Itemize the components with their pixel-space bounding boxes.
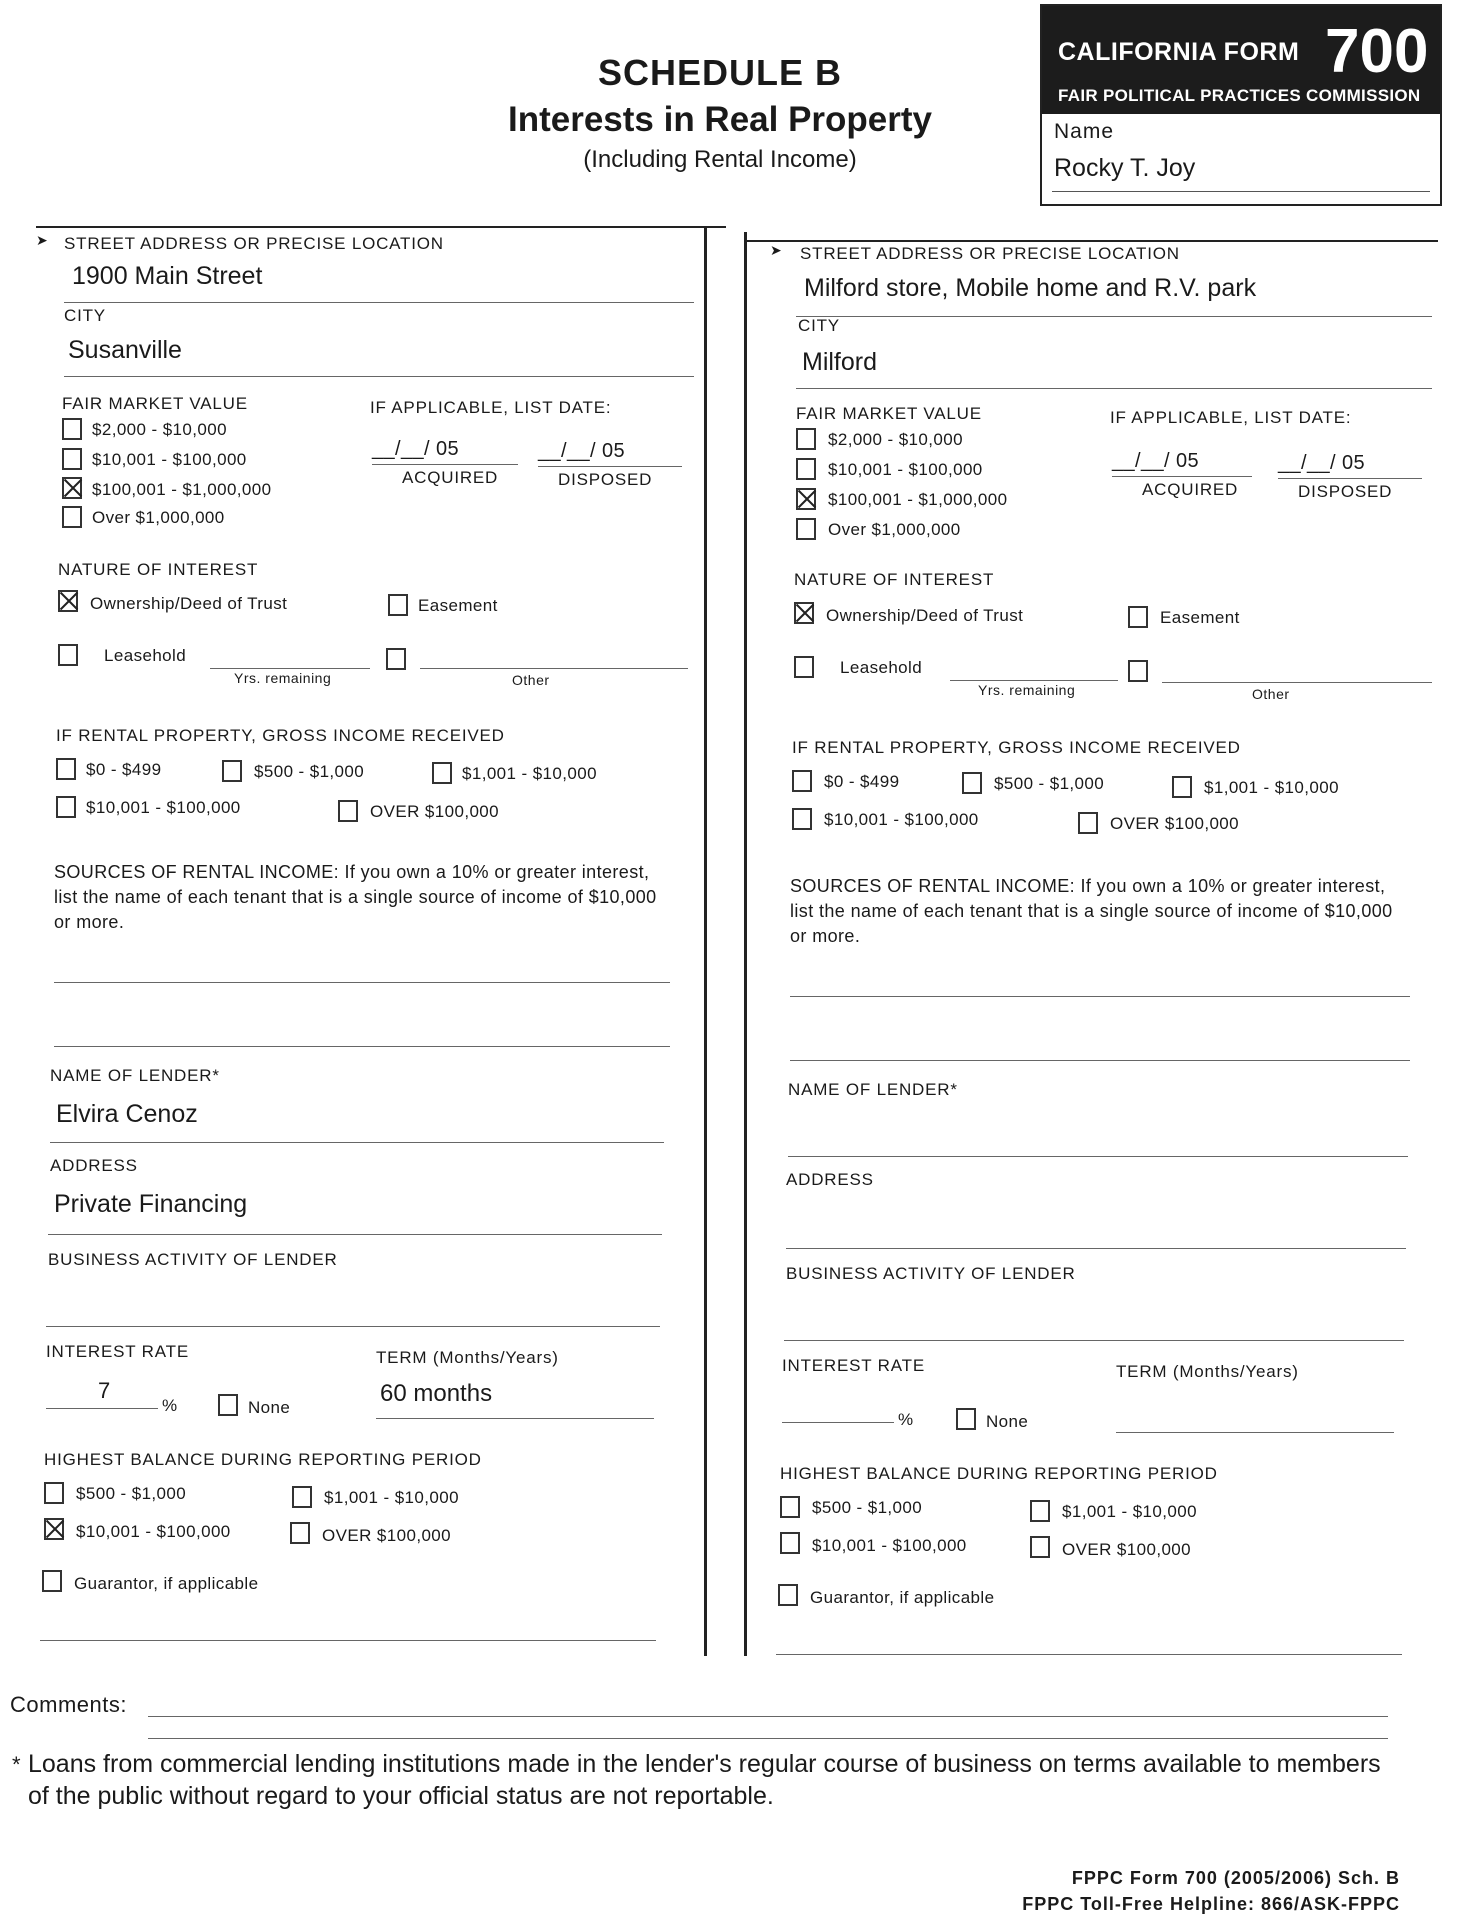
fmv-checkbox-2[interactable] [62,448,82,470]
sources-text [54,860,674,935]
arrow-marker: ➤ [36,232,48,248]
income-checkbox-2[interactable] [222,760,242,782]
income-option-2: $500 - $1,000 [994,774,1105,793]
balance-checkbox-2[interactable] [292,1486,312,1508]
city-underline [796,388,1432,389]
ownership-checkbox[interactable] [794,602,814,624]
balance-option-4: OVER $100,000 [1062,1540,1192,1559]
balance-option-4: OVER $100,000 [322,1526,452,1545]
other-checkbox[interactable] [1128,660,1148,682]
sources-line-1 [790,996,1410,997]
yrs-remaining-label: Yrs. remaining [234,670,332,686]
acquired-date-field[interactable]: __/__/ 05 [1112,450,1200,472]
form-footer-id: FPPC Form 700 (2005/2006) Sch. B [1071,1868,1400,1888]
none-label: None [986,1412,1029,1431]
leasehold-checkbox[interactable] [58,644,78,666]
ownership-label: Ownership/Deed of Trust [90,594,288,613]
disposed-label: DISPOSED [1298,482,1393,501]
income-option-2: $500 - $1,000 [254,762,365,781]
leasehold-checkbox[interactable] [794,656,814,678]
balance-checkbox-3[interactable] [44,1518,64,1540]
income-checkbox-4[interactable] [56,796,76,818]
balance-checkbox-4[interactable] [1030,1536,1050,1558]
income-option-1: $0 - $499 [86,760,162,779]
lender-name-label: NAME OF LENDER* [50,1066,220,1085]
fmv-option-2: $10,001 - $100,000 [828,460,983,479]
schedule-note: (Including Rental Income) [583,146,857,173]
sources-description: If you own a 10% or greater interest, list the name of each tenant that is a single source of income of $10,000 or more. [790,876,1393,946]
leasehold-label: Leasehold [840,658,923,677]
percent-sign: % [898,1410,914,1429]
other-label: Other [512,672,550,688]
comments-label: Comments: [10,1692,127,1717]
city-field[interactable]: Susanville [68,336,182,364]
guarantor-label: Guarantor, if applicable [810,1588,995,1607]
city-label: CITY [64,306,106,325]
disposed-date-field[interactable]: __/__/ 05 [1278,452,1366,474]
interest-underline [46,1408,158,1409]
interest-rate-field[interactable]: 7 [98,1378,111,1403]
nature-label: NATURE OF INTEREST [58,560,259,579]
guarantor-checkbox[interactable] [778,1584,798,1606]
fmv-checkbox-3[interactable] [62,477,82,499]
street-underline [64,302,694,303]
gross-income-label: IF RENTAL PROPERTY, GROSS INCOME RECEIVED [792,738,1241,757]
nature-label: NATURE OF INTEREST [794,570,995,589]
lender-name-label: NAME OF LENDER* [788,1080,958,1099]
acquired-label: ACQUIRED [402,468,499,487]
fmv-label: FAIR MARKET VALUE [62,394,248,413]
sources-description: If you own a 10% or greater interest, list the name of each tenant that is a single source of income of $10,000 or more. [54,862,657,932]
term-underline [376,1418,654,1419]
leasehold-label: Leasehold [104,646,187,665]
guarantor-underline [776,1654,1402,1655]
highest-balance-label: HIGHEST BALANCE DURING REPORTING PERIOD [780,1464,1218,1483]
interest-rate-label: INTEREST RATE [46,1342,189,1361]
sources-line-2 [54,1046,670,1047]
left-panel-top-rule [36,226,726,228]
income-option-5: OVER $100,000 [370,802,500,821]
term-label: TERM (Months/Years) [376,1348,559,1367]
commission-label: FAIR POLITICAL PRACTICES COMMISSION [1058,86,1421,105]
fmv-checkbox-1[interactable] [796,428,816,450]
easement-checkbox[interactable] [1128,606,1148,628]
easement-label: Easement [418,596,498,615]
address-underline [48,1234,662,1235]
business-label: BUSINESS ACTIVITY OF LENDER [48,1250,338,1269]
balance-option-3: $10,001 - $100,000 [812,1536,967,1555]
disposed-date-field[interactable]: __/__/ 05 [538,440,626,462]
easement-label: Easement [1160,608,1240,627]
income-option-1: $0 - $499 [824,772,900,791]
income-checkbox-1[interactable] [792,770,812,792]
none-checkbox[interactable] [956,1408,976,1430]
lender-underline [788,1156,1408,1157]
fmv-checkbox-4[interactable] [62,506,82,528]
none-label: None [248,1398,291,1417]
helpline: FPPC Toll-Free Helpline: 866/ASK-FPPC [1022,1894,1400,1914]
fmv-label: FAIR MARKET VALUE [796,404,982,423]
comments-line-2 [148,1738,1388,1739]
yrs-remaining-label: Yrs. remaining [978,682,1076,698]
lender-underline [50,1142,664,1143]
lender-name-field[interactable]: Elvira Cenoz [56,1100,198,1128]
other-checkbox[interactable] [386,648,406,670]
city-underline [64,376,694,377]
sources-title: SOURCES OF RENTAL INCOME: [790,876,1076,896]
income-option-4: $10,001 - $100,000 [824,810,979,829]
street-field[interactable]: Milford store, Mobile home and R.V. park [804,274,1257,302]
loan-note: Loans from commercial lending institutions made in the lender's regular course of business on terms available to members of the public without regard to your official status are not reportable. [28,1750,1381,1810]
business-label: BUSINESS ACTIVITY OF LENDER [786,1264,1076,1283]
street-label: STREET ADDRESS OR PRECISE LOCATION [800,244,1180,263]
fmv-checkbox-4[interactable] [796,518,816,540]
balance-checkbox-1[interactable] [44,1482,64,1504]
schedule-title: SCHEDULE B [597,52,843,93]
income-option-5: OVER $100,000 [1110,814,1240,833]
fmv-option-1: $2,000 - $10,000 [828,430,963,449]
fmv-checkbox-3[interactable] [796,488,816,510]
sources-title: SOURCES OF RENTAL INCOME: [54,862,340,882]
ownership-checkbox[interactable] [58,590,78,612]
sources-line-2 [790,1060,1410,1061]
guarantor-underline [40,1640,656,1641]
none-checkbox[interactable] [218,1394,238,1416]
balance-checkbox-2[interactable] [1030,1500,1050,1522]
income-checkbox-3[interactable] [432,762,452,784]
street-field[interactable]: 1900 Main Street [72,262,263,290]
balance-option-1: $500 - $1,000 [812,1498,923,1517]
address-label: ADDRESS [786,1170,874,1189]
comments-line[interactable] [148,1716,1388,1717]
income-checkbox-5[interactable] [1078,812,1098,834]
interest-underline [782,1422,894,1423]
sources-text [790,874,1410,949]
fmv-option-4: Over $1,000,000 [828,520,961,539]
arrow-marker: ➤ [770,242,782,258]
city-label: CITY [798,316,840,335]
left-panel-right-rule [704,226,707,1656]
name-label: Name [1054,120,1115,143]
form-id-box [1040,4,1442,206]
disposed-label: DISPOSED [558,470,653,489]
income-checkbox-5[interactable] [338,800,358,822]
address-underline [786,1248,1406,1249]
income-checkbox-2[interactable] [962,772,982,794]
disposed-underline [1278,478,1422,479]
balance-option-1: $500 - $1,000 [76,1484,187,1503]
percent-sign: % [162,1396,178,1415]
fmv-option-2: $10,001 - $100,000 [92,450,247,469]
acquired-date-field[interactable]: __/__/ 05 [372,438,460,460]
fmv-checkbox-1[interactable] [62,418,82,440]
fmv-option-3: $100,001 - $1,000,000 [828,490,1008,509]
address-label: ADDRESS [50,1156,138,1175]
schedule-subtitle: Interests in Real Property [507,100,933,139]
city-field[interactable]: Milford [802,348,878,376]
balance-option-2: $1,001 - $10,000 [324,1488,459,1507]
form-label: CALIFORNIA FORM [1058,38,1300,66]
balance-option-2: $1,001 - $10,000 [1062,1502,1197,1521]
fmv-option-4: Over $1,000,000 [92,508,225,527]
fmv-option-1: $2,000 - $10,000 [92,420,227,439]
list-date-label: IF APPLICABLE, LIST DATE: [370,398,612,417]
balance-checkbox-4[interactable] [290,1522,310,1544]
balance-checkbox-1[interactable] [780,1496,800,1518]
right-panel-left-rule [744,232,747,1656]
term-field[interactable]: 60 months [380,1380,493,1407]
acquired-underline [372,464,518,465]
other-label: Other [1252,686,1290,702]
highest-balance-label: HIGHEST BALANCE DURING REPORTING PERIOD [44,1450,482,1469]
ownership-label: Ownership/Deed of Trust [826,606,1024,625]
asterisk-marker: * [12,1752,21,1777]
leasehold-underline [210,668,370,669]
balance-checkbox-3[interactable] [780,1532,800,1554]
income-checkbox-3[interactable] [1172,776,1192,798]
address-field[interactable]: Private Financing [54,1190,248,1218]
name-field[interactable]: Rocky T. Joy [1054,154,1196,182]
term-label: TERM (Months/Years) [1116,1362,1299,1381]
easement-checkbox[interactable] [388,594,408,616]
income-option-3: $1,001 - $10,000 [462,764,597,783]
guarantor-label: Guarantor, if applicable [74,1574,259,1593]
business-underline [784,1340,1404,1341]
form-number: 700 [1325,17,1429,86]
list-date-label: IF APPLICABLE, LIST DATE: [1110,408,1352,427]
fmv-checkbox-2[interactable] [796,458,816,480]
balance-option-3: $10,001 - $100,000 [76,1522,231,1541]
street-underline [796,316,1432,317]
gross-income-label: IF RENTAL PROPERTY, GROSS INCOME RECEIVED [56,726,505,745]
other-underline [420,668,688,669]
guarantor-checkbox[interactable] [42,1570,62,1592]
income-checkbox-1[interactable] [56,758,76,780]
business-underline [46,1326,660,1327]
disposed-underline [538,466,682,467]
fmv-option-3: $100,001 - $1,000,000 [92,480,272,499]
income-checkbox-4[interactable] [792,808,812,830]
sources-line-1 [54,982,670,983]
interest-rate-label: INTEREST RATE [782,1356,925,1375]
term-underline [1116,1432,1394,1433]
form-id-header [1042,6,1440,114]
street-label: STREET ADDRESS OR PRECISE LOCATION [64,234,444,253]
acquired-label: ACQUIRED [1142,480,1239,499]
other-underline [1162,682,1432,683]
leasehold-underline [950,680,1118,681]
income-option-4: $10,001 - $100,000 [86,798,241,817]
name-underline [1052,191,1430,192]
acquired-underline [1112,476,1252,477]
income-option-3: $1,001 - $10,000 [1204,778,1339,797]
right-panel-top-rule [744,240,1438,242]
